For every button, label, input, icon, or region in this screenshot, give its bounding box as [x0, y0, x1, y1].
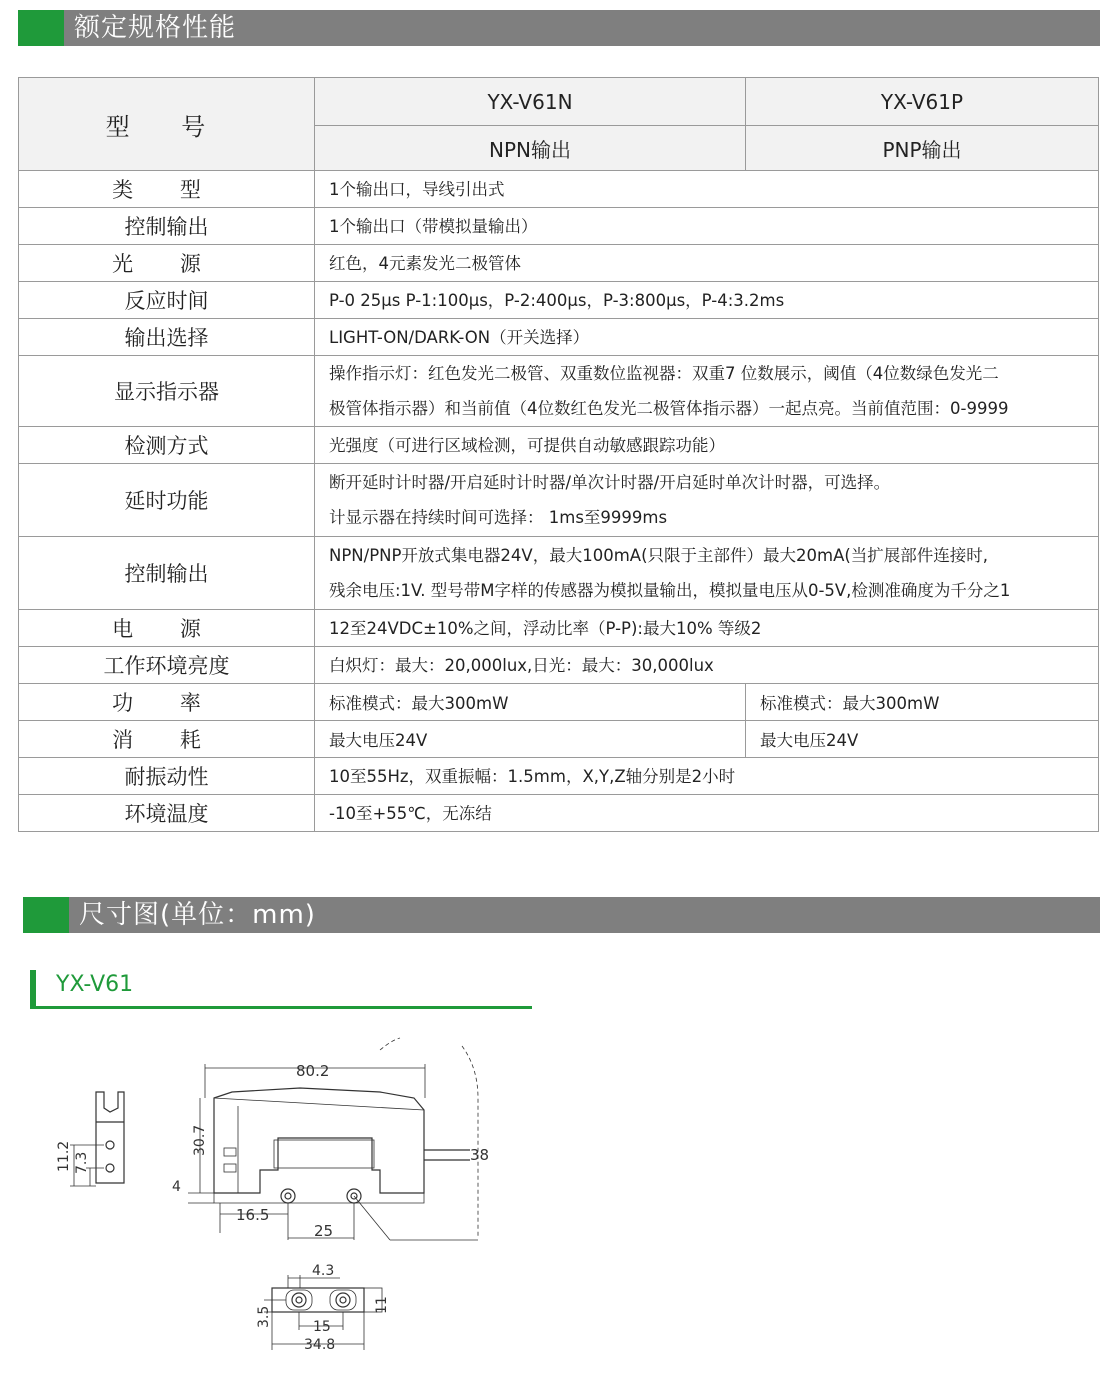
- row-value-line: 光强度（可进行区域检测，可提供自动敏感跟踪功能）: [329, 435, 725, 455]
- row-value-line: 操作指示灯：红色发光二极管、双重数位监视器：双重7 位数展示，阈值（4位数绿色发光二: [329, 364, 999, 383]
- row-value-npn: 标准模式：最大300mW: [315, 684, 746, 721]
- table-row: [19, 208, 1099, 245]
- dim-3-5: 3.5: [256, 1305, 272, 1328]
- front-view: [172, 1038, 489, 1240]
- dim-side-a: 11.2: [56, 1140, 72, 1172]
- table-row: [19, 610, 1099, 647]
- row-label: 控制输出: [19, 537, 315, 610]
- row-label: 输出选择: [19, 319, 315, 356]
- table-row: [19, 356, 1099, 427]
- row-value: [315, 537, 1099, 610]
- row-label: 类 型: [19, 171, 315, 208]
- section-title: 尺寸图(单位：mm): [79, 900, 316, 930]
- output-n: NPN输出: [315, 126, 746, 171]
- dimension-drawing: [0, 988, 1120, 1388]
- row-label: 耐振动性: [19, 758, 315, 795]
- section-header-specs: [18, 10, 1100, 46]
- row-value: [315, 464, 1099, 537]
- row-value-line: -10至+55℃，无冻结: [329, 803, 492, 823]
- row-value: [315, 245, 1099, 282]
- row-value-line: 断开延时计时器/开启延时计时器/单次计时器/开启延时单次计时器，可选择。: [329, 473, 891, 492]
- table-row: [19, 464, 1099, 537]
- row-value-line: 极管体指示器）和当前值（4位数红色发光二极管体指示器）一起点亮。当前值范围：0-9999: [329, 399, 1009, 418]
- model-p: YX-V61P: [746, 78, 1099, 126]
- row-value: [315, 356, 1099, 427]
- row-label: 工作环境亮度: [19, 647, 315, 684]
- table-header-row: [19, 78, 1099, 126]
- row-value-line: NPN/PNP开放式集电器24V，最大100mA(只限于主部件）最大20mA(当扩展部件连接时,: [329, 546, 989, 565]
- row-value-line: 残余电压:1V. 型号带M字样的传感器为模拟量输出，模拟量电压从0-5V,检测准确度为千分之1: [329, 581, 1011, 600]
- row-value-line: 红色，4元素发光二极管体: [329, 253, 521, 273]
- row-value-line: 白炽灯：最大：20,000lux,日光：最大：30,000lux: [329, 655, 714, 675]
- table-row: [19, 537, 1099, 610]
- row-value: [315, 795, 1099, 832]
- table-row: [19, 245, 1099, 282]
- table-row: [19, 795, 1099, 832]
- table-row: [19, 171, 1099, 208]
- row-value-line: LIGHT-ON/DARK-ON（开关选择）: [329, 327, 590, 347]
- spec-table: [18, 77, 1099, 832]
- row-value-line: 12至24VDC±10%之间，浮动比率（P-P):最大10% 等级2: [329, 618, 762, 638]
- model-n: YX-V61N: [315, 78, 746, 126]
- dim-25: 25: [314, 1222, 334, 1240]
- row-value-line: 计显示器在持续时间可选择： 1ms至9999ms: [329, 508, 668, 527]
- dim-side-b: 7.3: [74, 1151, 90, 1174]
- dim-cable: 38: [470, 1146, 490, 1164]
- row-value: [315, 319, 1099, 356]
- row-label: 显示指示器: [19, 356, 315, 427]
- row-value: [315, 208, 1099, 245]
- row-label: 控制输出: [19, 208, 315, 245]
- row-label: 延时功能: [19, 464, 315, 537]
- dim-height: 30.7: [192, 1124, 208, 1156]
- row-label: 功 率: [19, 684, 315, 721]
- dim-16-5: 16.5: [236, 1206, 270, 1224]
- dim-11: 11: [374, 1296, 390, 1314]
- table-row: [19, 758, 1099, 795]
- table-row: [19, 427, 1099, 464]
- dim-length: 80.2: [296, 1062, 330, 1080]
- row-value-pnp: 标准模式：最大300mW: [746, 684, 1099, 721]
- section-accent: [23, 897, 69, 933]
- row-value: [315, 171, 1099, 208]
- row-value: [315, 282, 1099, 319]
- row-label: 消 耗: [19, 721, 315, 758]
- row-value-line: 10至55Hz，双重振幅：1.5mm，X,Y,Z轴分别是2小时: [329, 766, 736, 786]
- row-value-line: 1个输出口，导线引出式: [329, 179, 505, 199]
- table-row: [19, 319, 1099, 356]
- section-accent: [18, 10, 64, 46]
- model-label: 型 号: [105, 112, 228, 141]
- row-value: [315, 610, 1099, 647]
- drawing-model: YX-V61: [56, 972, 134, 997]
- row-value: [315, 427, 1099, 464]
- table-row: [19, 647, 1099, 684]
- row-label: 环境温度: [19, 795, 315, 832]
- section-header-dims: [23, 897, 1100, 933]
- section-title: 额定规格性能: [74, 13, 237, 43]
- row-label: 光 源: [19, 245, 315, 282]
- row-label: 电 源: [19, 610, 315, 647]
- row-value: [315, 647, 1099, 684]
- row-value-pnp: 最大电压24V: [746, 721, 1099, 758]
- row-label: 反应时间: [19, 282, 315, 319]
- dim-d4: 4: [172, 1179, 181, 1195]
- row-value-npn: 最大电压24V: [315, 721, 746, 758]
- row-value-line: P-0 25μs P-1:100μs，P-2:400μs，P-3:800μs，P-4:3.2ms: [329, 290, 785, 310]
- table-row: [19, 721, 1099, 758]
- dim-15: 15: [313, 1319, 331, 1335]
- model-label-cell: [19, 78, 315, 171]
- table-row: [19, 282, 1099, 319]
- side-view: [56, 1092, 124, 1186]
- output-p: PNP输出: [746, 126, 1099, 171]
- row-value-line: 1个输出口（带模拟量输出）: [329, 216, 538, 236]
- dim-4-3: 4.3: [312, 1263, 335, 1279]
- row-value: [315, 758, 1099, 795]
- bottom-view: [256, 1263, 390, 1353]
- row-label: 检测方式: [19, 427, 315, 464]
- table-row: [19, 684, 1099, 721]
- dim-34-8: 34.8: [304, 1337, 336, 1353]
